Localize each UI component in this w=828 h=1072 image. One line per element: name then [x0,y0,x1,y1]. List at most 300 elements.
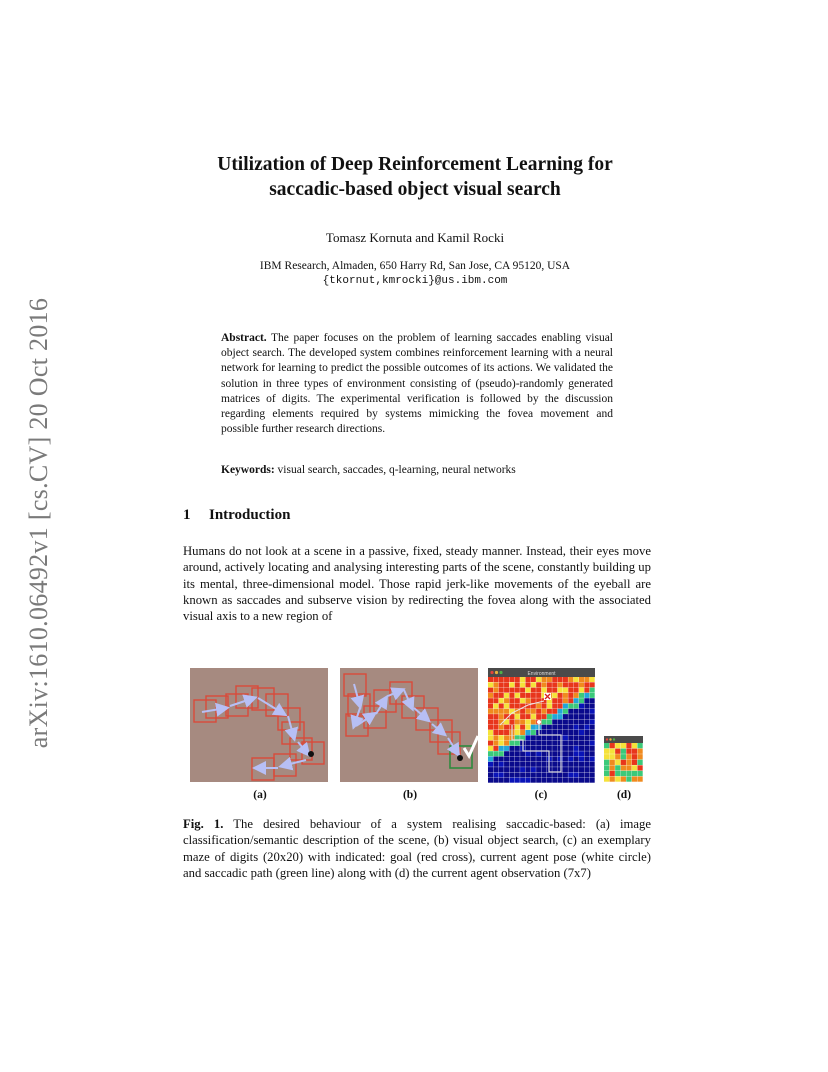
maze-cell [552,762,557,767]
maze-cell [552,741,557,746]
maze-cell [568,682,573,687]
maze-cell [558,725,563,730]
maze-cell [515,693,520,698]
abstract-label: Abstract. [221,332,267,344]
maze-cell [552,730,557,735]
maze-cell [520,751,525,756]
maze-cell [536,751,541,756]
maze-cell [493,735,498,740]
maze-cell [488,693,493,698]
maze-cell [531,746,536,751]
maze-cell [499,693,504,698]
maze-cell [584,714,589,719]
observation-cell [610,771,615,776]
maze-cell [590,704,595,709]
maze-cell [509,719,514,724]
maze-cell [531,682,536,687]
maze-cell [515,725,520,730]
maze-cell [525,757,530,762]
maze-cell [488,677,493,682]
observation-cell [615,754,620,759]
maze-cell [547,677,552,682]
observation-cell [615,743,620,748]
figure-caption [183,816,651,881]
observation-cell [604,749,609,754]
maze-cell [579,704,584,709]
maze-cell [547,746,552,751]
maze-cell [552,767,557,772]
keywords-text: visual search, saccades, q-learning, neural networks [277,464,516,476]
maze-cell [504,762,509,767]
maze-cell [552,714,557,719]
maze-cell [574,677,579,682]
maze-cell [579,682,584,687]
maze-cell [563,735,568,740]
maze-cell [558,709,563,714]
maze-cell [499,735,504,740]
maze-cell [515,762,520,767]
maze-cell [574,688,579,693]
maze-cell [584,730,589,735]
maze-cell [520,757,525,762]
maze-cell [584,751,589,756]
observation-cell [632,765,637,770]
maze-cell [552,746,557,751]
maze-cell [488,719,493,724]
maze-cell [499,709,504,714]
observation-cell [637,760,642,765]
maze-cell [574,693,579,698]
maze-cell [515,778,520,783]
observation-cell [621,760,626,765]
maze-cell [568,762,573,767]
maze-cell [493,677,498,682]
maze-cell [536,746,541,751]
maze-cell [574,746,579,751]
maze-cell [547,778,552,783]
maze-cell [568,714,573,719]
maze-cell [509,772,514,777]
maze-cell [579,719,584,724]
maze-cell [579,746,584,751]
maze-cell [558,730,563,735]
maze-cell [493,688,498,693]
maze-cell [499,757,504,762]
maze-cell [531,725,536,730]
maze-cell [574,767,579,772]
maze-cell [515,751,520,756]
maze-cell [525,746,530,751]
maze-cell [574,778,579,783]
maze-cell [504,730,509,735]
minimize-icon [609,738,611,740]
figure-panel-b [340,668,478,782]
maze-cell [525,698,530,703]
maze-cell [499,762,504,767]
maze-cell [542,772,547,777]
maze-cell [509,751,514,756]
maze-cell [520,677,525,682]
maze-cell [493,757,498,762]
maze-cell [563,677,568,682]
maze-cell [536,741,541,746]
abstract [221,331,613,437]
caption-label: Fig. 1. [183,817,224,831]
observation-cell [610,765,615,770]
maze-cell [590,746,595,751]
maze-cell [488,730,493,735]
maze-cell [542,688,547,693]
observation-cell [637,771,642,776]
maze-cell [536,772,541,777]
maze-cell [563,725,568,730]
maze-cell [509,688,514,693]
observation-cell [637,743,642,748]
maze-cell [568,746,573,751]
maze-cell [584,704,589,709]
maze-cell [579,772,584,777]
maze-cell [499,725,504,730]
observation-cell [615,776,620,781]
maze-cell [552,693,557,698]
observation-cell [621,765,626,770]
observation-cell [610,776,615,781]
maze-cell [552,698,557,703]
maze-cell [558,719,563,724]
maze-cell [520,778,525,783]
maze-cell [525,688,530,693]
maze-cell [531,698,536,703]
observation-cell [637,754,642,759]
maze-cell [536,778,541,783]
maze-cell [552,757,557,762]
maze-cell [590,762,595,767]
maze-cell [552,709,557,714]
maze-cell [488,767,493,772]
maze-cell [590,709,595,714]
maze-cell [574,719,579,724]
maze-cell [515,677,520,682]
maze-cell [574,714,579,719]
maze-cell [525,693,530,698]
maze-cell [584,746,589,751]
maze-cell [531,757,536,762]
maze-cell [574,725,579,730]
maze-cell [558,778,563,783]
maze-cell [509,778,514,783]
maze-cell [515,757,520,762]
maze-cell [488,688,493,693]
maze-cell [536,688,541,693]
scene-photo [190,668,328,782]
maze-cell [590,730,595,735]
maze-cell [563,772,568,777]
maze-cell [552,735,557,740]
maze-cell [515,714,520,719]
observation-cell [626,771,631,776]
maze-cell [515,682,520,687]
maze-cell [493,719,498,724]
maze-cell [493,762,498,767]
maze-cell [579,725,584,730]
maze-cell [584,682,589,687]
maze-cell [558,757,563,762]
maze-cell [542,741,547,746]
maze-cell [584,725,589,730]
panel-label-b: (b) [402,789,418,801]
maze-cell [509,693,514,698]
maze-cell [558,693,563,698]
observation-cell [621,771,626,776]
maze-cell [563,762,568,767]
maze-cell [504,778,509,783]
maze-cell [520,719,525,724]
maze-cell [584,757,589,762]
maze-cell [542,682,547,687]
maze-cell [488,778,493,783]
maze-cell [493,714,498,719]
maze-cell [552,688,557,693]
maze-cell [568,757,573,762]
maze-cell [590,751,595,756]
maze-cell [552,719,557,724]
maze-cell [547,688,552,693]
maze-cell [590,693,595,698]
maze-cell [499,767,504,772]
observation-cell [632,743,637,748]
maze-cell [552,682,557,687]
maze-cell [504,682,509,687]
observation-cell [632,771,637,776]
maze-cell [525,719,530,724]
maze-cell [574,682,579,687]
maze-cell [547,719,552,724]
maze-cell [520,693,525,698]
maze-cell [584,778,589,783]
maze-cell [579,688,584,693]
maze-cell [531,693,536,698]
maze-cell [531,741,536,746]
maze-cell [499,682,504,687]
maze-cell [525,709,530,714]
observation-cell [610,754,615,759]
maze-cell [563,741,568,746]
maze-cell [574,709,579,714]
maze-cell [552,704,557,709]
observation-cell [626,749,631,754]
maze-cell [547,709,552,714]
maze-cell [590,677,595,682]
maze-cell [568,730,573,735]
maze-cell [488,757,493,762]
maze-cell [579,714,584,719]
maze-cell [574,730,579,735]
maze-cell [525,772,530,777]
maze-cell [493,751,498,756]
maze-cell [488,704,493,709]
maximize-icon [613,738,615,740]
observation-cell [626,754,631,759]
authors: Tomasz Kornuta and Kamil Rocki [325,230,505,245]
maze-cell [579,767,584,772]
maze-cell [536,709,541,714]
maze-cell [493,778,498,783]
maze-cell [547,772,552,777]
maze-cell [509,757,514,762]
maze-cell [536,677,541,682]
maze-cell [568,772,573,777]
maze-cell [536,714,541,719]
maze-cell [542,730,547,735]
maze-cell [558,688,563,693]
maze-cell [563,709,568,714]
maze-cell [525,778,530,783]
panel-label-a: (a) [253,789,267,801]
observation-cell [637,776,642,781]
maze-cell [499,688,504,693]
maze-cell [520,709,525,714]
observation-cell [604,754,609,759]
observation-cell [604,743,609,748]
maze-cell [504,688,509,693]
maze-cell [558,735,563,740]
maze-cell [590,714,595,719]
maze-cell [499,778,504,783]
maze-cell [563,751,568,756]
observation-cell [637,749,642,754]
maze-cell [552,677,557,682]
observation-cell [621,743,626,748]
maze-cell [558,677,563,682]
maze-cell [515,772,520,777]
maze-cell [531,767,536,772]
maze-cell [574,741,579,746]
maze-cell [574,772,579,777]
abstract-text: The paper focuses on the problem of learning saccades enabling visual object search. The developed system combines reinforcement learning with a neural network for learning to predict the possible outcomes of its actions. We validated the solution in three types of environment consisting of (pseudo)-randomly generated matrices of digits. The experimental verification is followed by the discussion regarding elements required by systems mimicking the fovea movement and possible further research directions. [221,332,613,436]
maze-cell [515,704,520,709]
maze-cell [520,772,525,777]
maze-cell [584,762,589,767]
maze-cell [558,714,563,719]
maze-cell [584,741,589,746]
close-icon [490,671,493,674]
maze-cell [568,709,573,714]
maze-cell [558,704,563,709]
maze-cell [568,719,573,724]
maze-cell [504,725,509,730]
maze-cell [509,741,514,746]
maze-cell [509,762,514,767]
maze-cell [531,772,536,777]
maze-cell [525,714,530,719]
section-heading [183,507,290,524]
maze-cell [493,725,498,730]
observation-cell [604,760,609,765]
maze-cell [536,704,541,709]
maze-cell [542,746,547,751]
observation-cell [604,776,609,781]
maze-cell [531,688,536,693]
maze-cell [563,730,568,735]
maze-cell [590,682,595,687]
maze-cell [499,741,504,746]
maze-cell [499,746,504,751]
maze-cell [504,709,509,714]
maze-cell [579,709,584,714]
figure-panel-a [190,668,328,782]
maze-cell [542,714,547,719]
maze-cell [558,741,563,746]
observation-cell [621,749,626,754]
maze-cell [499,677,504,682]
observation-cell [615,771,620,776]
maze-cell [542,778,547,783]
maze-cell [568,698,573,703]
keywords-label: Keywords: [221,464,275,476]
maze-cell [584,735,589,740]
maze-cell [531,735,536,740]
observation-cell [615,749,620,754]
maze-cell [579,762,584,767]
maze-cell [563,778,568,783]
maze-cell [568,767,573,772]
maze-cell [584,772,589,777]
maze-cell [542,725,547,730]
maze-cell [520,767,525,772]
maze-cell [536,735,541,740]
arxiv-sidebar [18,285,60,760]
maze-cell [584,719,589,724]
maze-cell [504,693,509,698]
maze-cell [504,741,509,746]
maze-cell [515,698,520,703]
maze-cell [488,714,493,719]
maze-cell [552,772,557,777]
maze-cell [579,730,584,735]
maze-cell [504,735,509,740]
maze-cell [520,725,525,730]
maze-cell [568,725,573,730]
maze-cell [536,762,541,767]
observation-cell [621,754,626,759]
observation-cell [626,765,631,770]
observation-cell [632,776,637,781]
observation-cell [615,765,620,770]
maze-cell [536,757,541,762]
maze-cell [574,751,579,756]
maze-cell [488,725,493,730]
maze-cell [563,719,568,724]
maze-cell [525,767,530,772]
maze-cell [542,767,547,772]
maze-cell [525,677,530,682]
maze-cell [493,767,498,772]
maze-cell [568,677,573,682]
maze-cell [525,741,530,746]
maze-cell [579,741,584,746]
observation-cell [626,760,631,765]
maze-cell [558,746,563,751]
observation-cell [610,760,615,765]
maze-cell [590,725,595,730]
maze-cell [488,682,493,687]
maze-cell [579,693,584,698]
maze-cell [499,704,504,709]
maze-cell [558,772,563,777]
title-line-1: Utilization of Deep Reinforcement Learning for [217,154,613,175]
maze-cell [515,719,520,724]
maze-cell [488,762,493,767]
